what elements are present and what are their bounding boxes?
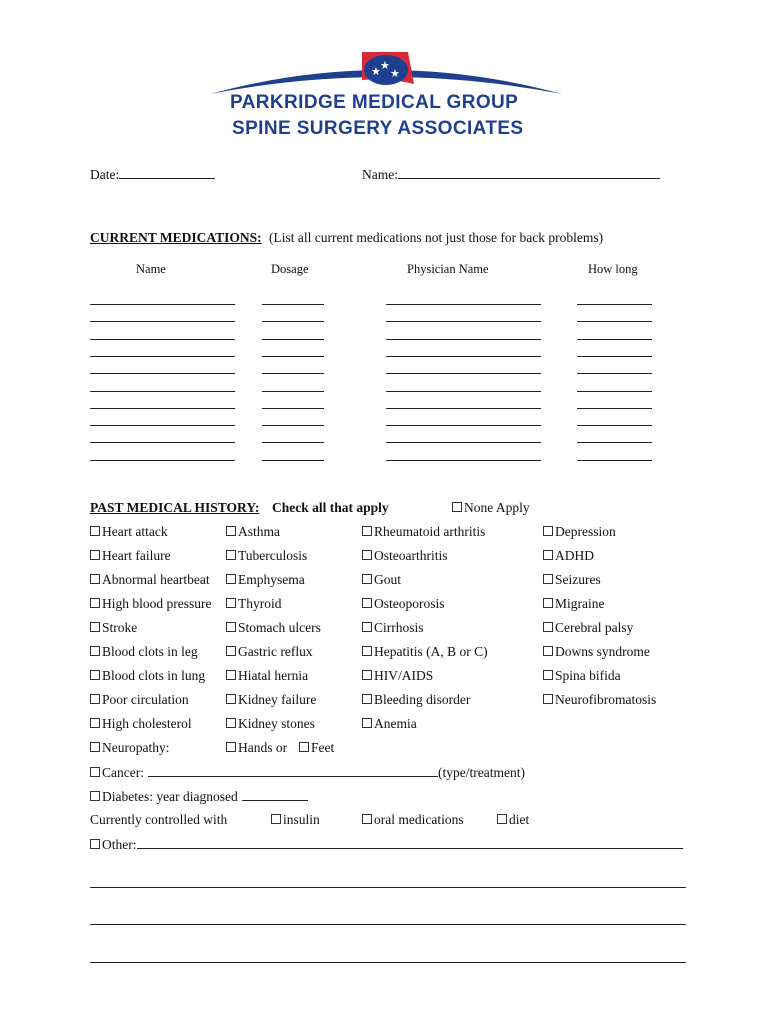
diabetes-option[interactable] <box>90 788 308 805</box>
logo <box>200 48 570 148</box>
checkbox[interactable] <box>226 670 236 680</box>
history-option-col1-9[interactable] <box>90 740 169 756</box>
checkbox[interactable] <box>226 622 236 632</box>
history-option-col4-2[interactable] <box>543 572 601 588</box>
history-option-label: Osteoarthritis <box>374 548 448 563</box>
med-name-blank[interactable] <box>90 373 235 374</box>
other-option[interactable] <box>90 836 683 853</box>
checkbox[interactable] <box>90 791 100 801</box>
med-physician-blank[interactable] <box>386 460 541 461</box>
history-heading <box>90 500 259 516</box>
checkbox[interactable] <box>90 670 100 680</box>
med-name-blank[interactable] <box>90 321 235 322</box>
med-name-blank[interactable] <box>90 425 235 426</box>
checkbox[interactable] <box>543 670 553 680</box>
checkbox[interactable] <box>226 574 236 584</box>
med-dosage-blank[interactable] <box>262 339 324 340</box>
med-name-blank[interactable] <box>90 339 235 340</box>
checkbox[interactable] <box>452 502 462 512</box>
med-physician-blank[interactable] <box>386 442 541 443</box>
oral-medications-label: oral medications <box>374 812 464 827</box>
med-dosage-blank[interactable] <box>262 304 324 305</box>
history-option-label: Kidney stones <box>238 716 315 731</box>
checkbox[interactable] <box>362 622 372 632</box>
medications-title: CURRENT MEDICATIONS: <box>90 230 262 245</box>
history-option-label: Cerebral palsy <box>555 620 634 635</box>
checkbox[interactable] <box>543 526 553 536</box>
cancer-blank[interactable] <box>148 764 438 777</box>
history-option-label: Seizures <box>555 572 601 587</box>
checkbox[interactable] <box>90 742 100 752</box>
history-option-label: Osteoporosis <box>374 596 445 611</box>
history-option-label: Neuropathy: <box>102 740 170 755</box>
history-option-col3-4[interactable] <box>362 620 424 636</box>
date-blank[interactable] <box>119 166 215 179</box>
feet-label: Feet <box>311 740 335 755</box>
history-option-col1-5[interactable] <box>90 644 198 660</box>
checkbox[interactable] <box>90 550 100 560</box>
history-option-label: Spina bifida <box>555 668 621 683</box>
history-option-col4-5[interactable] <box>543 644 650 660</box>
history-option-col4-3[interactable] <box>543 596 605 612</box>
history-option-col2-6[interactable] <box>226 668 308 684</box>
history-option-label: Abnormal heartbeat <box>102 572 210 587</box>
history-option-label: Gastric reflux <box>238 644 313 659</box>
history-option-col3-3[interactable] <box>362 596 445 612</box>
insulin-option[interactable] <box>271 812 320 828</box>
med-howlong-blank[interactable] <box>577 304 652 305</box>
checkbox[interactable] <box>90 839 100 849</box>
med-dosage-blank[interactable] <box>262 408 324 409</box>
med-physician-blank[interactable] <box>386 408 541 409</box>
history-option-label: Downs syndrome <box>555 644 650 659</box>
diabetes-label: Diabetes: year diagnosed <box>102 789 238 804</box>
other-line-4[interactable] <box>90 962 686 963</box>
checkbox[interactable] <box>543 574 553 584</box>
history-option-label: Bleeding disorder <box>374 692 471 707</box>
history-option-col2-0[interactable] <box>226 524 280 540</box>
date-field[interactable] <box>90 166 215 183</box>
history-option-col3-8[interactable] <box>362 716 417 732</box>
other-line-3[interactable] <box>90 924 686 925</box>
history-option-label: Rheumatoid arthritis <box>374 524 486 539</box>
none-apply-label: None Apply <box>464 500 530 515</box>
history-option-col2-4[interactable] <box>226 620 321 636</box>
history-option-label: Stomach ulcers <box>238 620 321 635</box>
col-howlong-header: How long <box>588 262 638 276</box>
med-physician-blank[interactable] <box>386 373 541 374</box>
history-option-label: Poor circulation <box>102 692 189 707</box>
med-physician-blank[interactable] <box>386 425 541 426</box>
svg-text:★: ★ <box>380 59 390 72</box>
other-label: Other: <box>102 837 137 852</box>
name-label: Name: <box>362 167 398 182</box>
svg-text:★: ★ <box>390 67 400 80</box>
med-physician-blank[interactable] <box>386 356 541 357</box>
checkbox[interactable] <box>362 574 372 584</box>
checkbox[interactable] <box>90 718 100 728</box>
history-option-label: HIV/AIDS <box>374 668 434 683</box>
med-dosage-blank[interactable] <box>262 391 324 392</box>
checkbox[interactable] <box>90 646 100 656</box>
history-option-label: Asthma <box>238 524 280 539</box>
name-field[interactable] <box>362 166 660 183</box>
checkbox[interactable] <box>226 694 236 704</box>
history-option-label: Thyroid <box>238 596 282 611</box>
med-howlong-blank[interactable] <box>577 408 652 409</box>
med-name-blank[interactable] <box>90 460 235 461</box>
history-option-label: Gout <box>374 572 401 587</box>
history-option-col1-8[interactable] <box>90 716 192 732</box>
med-physician-blank[interactable] <box>386 304 541 305</box>
checkbox[interactable] <box>543 622 553 632</box>
feet-option[interactable] <box>299 740 334 756</box>
checkbox[interactable] <box>271 814 281 824</box>
svg-text:★: ★ <box>371 65 381 78</box>
history-option-label: ADHD <box>555 548 594 563</box>
history-option-label: Hands or <box>238 740 288 755</box>
med-howlong-blank[interactable] <box>577 425 652 426</box>
diabetes-year-blank[interactable] <box>242 788 308 801</box>
checkbox[interactable] <box>543 550 553 560</box>
col-dosage-header: Dosage <box>271 262 309 276</box>
history-option-label: High blood pressure <box>102 596 212 611</box>
checkbox[interactable] <box>497 814 507 824</box>
history-option-col2-3[interactable] <box>226 596 282 612</box>
med-howlong-blank[interactable] <box>577 460 652 461</box>
med-dosage-blank[interactable] <box>262 442 324 443</box>
date-label: Date: <box>90 167 120 182</box>
history-option-col1-4[interactable] <box>90 620 137 636</box>
med-dosage-blank[interactable] <box>262 321 324 322</box>
med-howlong-blank[interactable] <box>577 391 652 392</box>
med-howlong-blank[interactable] <box>577 321 652 322</box>
med-howlong-blank[interactable] <box>577 356 652 357</box>
diet-label: diet <box>509 812 530 827</box>
history-option-label: Stroke <box>102 620 138 635</box>
med-physician-blank[interactable] <box>386 321 541 322</box>
history-option-label: Migraine <box>555 596 605 611</box>
checkbox[interactable] <box>362 526 372 536</box>
logo-line-1: PARKRIDGE MEDICAL GROUP <box>230 92 519 113</box>
history-option-col1-0[interactable] <box>90 524 168 540</box>
checkbox[interactable] <box>362 550 372 560</box>
controlled-with-label: Currently controlled with <box>90 812 228 827</box>
checkbox[interactable] <box>226 646 236 656</box>
history-option-label: Tuberculosis <box>238 548 308 563</box>
history-option-col1-2[interactable] <box>90 572 210 588</box>
history-option-label: Kidney failure <box>238 692 317 707</box>
history-option-col3-5[interactable] <box>362 644 488 660</box>
checkbox[interactable] <box>362 670 372 680</box>
col-physician-header: Physician Name <box>407 262 489 276</box>
medications-instructions: (List all current medications not just those for back problems) <box>269 230 604 245</box>
checkbox[interactable] <box>90 526 100 536</box>
oral-medications-option[interactable] <box>362 812 464 828</box>
check-all-label: Check all that apply <box>272 500 389 515</box>
history-option-label: Neurofibromatosis <box>555 692 657 707</box>
col-name-header: Name <box>136 262 166 276</box>
history-option-col1-6[interactable] <box>90 668 205 684</box>
none-apply-option[interactable] <box>452 500 530 516</box>
history-option-label: Cirrhosis <box>374 620 424 635</box>
med-dosage-blank[interactable] <box>262 373 324 374</box>
history-option-col2-9[interactable] <box>226 740 287 756</box>
history-option-col3-7[interactable] <box>362 692 470 708</box>
history-option-col1-7[interactable] <box>90 692 189 708</box>
checkbox[interactable] <box>226 718 236 728</box>
insulin-label: insulin <box>283 812 320 827</box>
checkbox[interactable] <box>226 526 236 536</box>
history-option-col2-8[interactable] <box>226 716 315 732</box>
other-line-2[interactable] <box>90 887 686 888</box>
history-option-col2-1[interactable] <box>226 548 307 564</box>
checkbox[interactable] <box>90 767 100 777</box>
med-name-blank[interactable] <box>90 356 235 357</box>
history-option-col3-6[interactable] <box>362 668 433 684</box>
med-name-blank[interactable] <box>90 442 235 443</box>
history-option-col4-0[interactable] <box>543 524 616 540</box>
med-name-blank[interactable] <box>90 391 235 392</box>
med-name-blank[interactable] <box>90 304 235 305</box>
history-option-col4-7[interactable] <box>543 692 656 708</box>
cancer-label: Cancer: <box>102 765 144 780</box>
medications-heading <box>90 230 603 246</box>
checkbox[interactable] <box>543 598 553 608</box>
med-dosage-blank[interactable] <box>262 460 324 461</box>
checkbox[interactable] <box>362 814 372 824</box>
diet-option[interactable] <box>497 812 529 828</box>
history-option-label: Hiatal hernia <box>238 668 309 683</box>
checkbox[interactable] <box>362 694 372 704</box>
med-physician-blank[interactable] <box>386 339 541 340</box>
history-option-col3-0[interactable] <box>362 524 485 540</box>
name-blank[interactable] <box>398 166 660 179</box>
checkbox[interactable] <box>362 598 372 608</box>
history-option-label: Heart failure <box>102 548 171 563</box>
checkbox[interactable] <box>90 622 100 632</box>
med-howlong-blank[interactable] <box>577 339 652 340</box>
checkbox[interactable] <box>362 646 372 656</box>
cancer-option[interactable] <box>90 764 525 781</box>
med-name-blank[interactable] <box>90 408 235 409</box>
checkbox[interactable] <box>543 694 553 704</box>
history-option-label: Blood clots in lung <box>102 668 206 683</box>
cancer-suffix: (type/treatment) <box>437 765 525 780</box>
checkbox[interactable] <box>90 598 100 608</box>
history-option-label: High cholesterol <box>102 716 192 731</box>
history-option-col4-1[interactable] <box>543 548 594 564</box>
history-title: PAST MEDICAL HISTORY: <box>90 500 260 515</box>
history-option-col1-1[interactable] <box>90 548 171 564</box>
history-option-label: Blood clots in leg <box>102 644 198 659</box>
other-blank[interactable] <box>137 836 683 849</box>
history-option-col3-2[interactable] <box>362 572 401 588</box>
history-option-label: Depression <box>555 524 616 539</box>
history-option-col3-1[interactable] <box>362 548 448 564</box>
history-option-label: Emphysema <box>238 572 305 587</box>
history-option-col1-3[interactable] <box>90 596 211 612</box>
history-option-col4-6[interactable] <box>543 668 621 684</box>
history-option-col2-7[interactable] <box>226 692 316 708</box>
history-option-col4-4[interactable] <box>543 620 633 636</box>
checkbox[interactable] <box>90 694 100 704</box>
med-howlong-blank[interactable] <box>577 442 652 443</box>
checkbox[interactable] <box>226 598 236 608</box>
checkbox[interactable] <box>362 718 372 728</box>
logo-line-2: SPINE SURGERY ASSOCIATES <box>232 118 524 139</box>
med-physician-blank[interactable] <box>386 391 541 392</box>
history-option-label: Heart attack <box>102 524 168 539</box>
checkbox[interactable] <box>226 742 236 752</box>
checkbox[interactable] <box>226 550 236 560</box>
med-dosage-blank[interactable] <box>262 425 324 426</box>
med-dosage-blank[interactable] <box>262 356 324 357</box>
history-option-label: Hepatitis (A, B or C) <box>374 644 488 659</box>
history-option-col2-5[interactable] <box>226 644 313 660</box>
checkbox[interactable] <box>543 646 553 656</box>
med-howlong-blank[interactable] <box>577 373 652 374</box>
history-option-col2-2[interactable] <box>226 572 305 588</box>
checkbox[interactable] <box>90 574 100 584</box>
history-option-label: Anemia <box>374 716 417 731</box>
checkbox[interactable] <box>299 742 309 752</box>
